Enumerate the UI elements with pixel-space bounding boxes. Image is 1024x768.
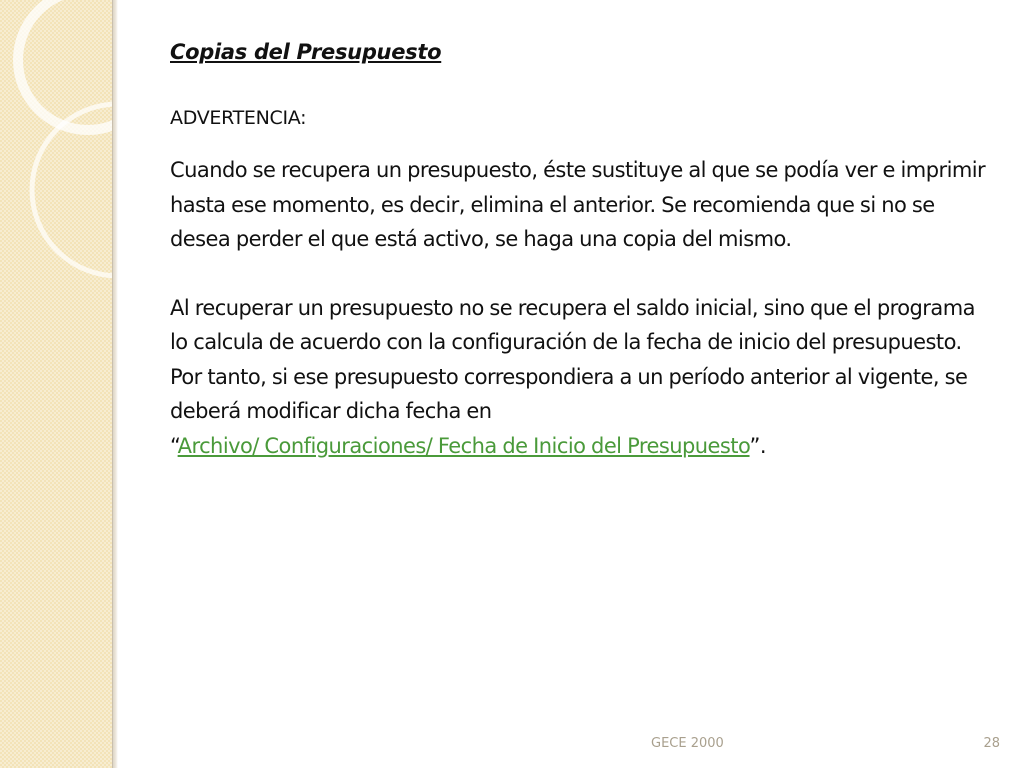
paragraph-initial-balance bbox=[170, 291, 990, 464]
slide-title: Copias del Presupuesto bbox=[170, 40, 442, 64]
sidebar-divider bbox=[112, 0, 113, 768]
settings-path-link[interactable]: Archivo/ Configuraciones/ Fecha de Inicio del Presupuesto bbox=[177, 433, 750, 458]
page-number: 28 bbox=[983, 736, 1000, 751]
decorative-rings bbox=[0, 0, 118, 320]
warning-label: ADVERTENCIA: bbox=[170, 107, 307, 129]
paragraph-initial-balance-text: Al recuperar un presupuesto no se recupera el saldo inicial, sino que el programa lo calcula de acuerdo con la configuración de la fecha de inicio del presupuesto. Por tanto, si ese presupuesto correspondiera a un período anterior al vigente, se deberá modificar dicha fecha en bbox=[170, 295, 975, 423]
footer-label: GECE 2000 bbox=[651, 736, 724, 751]
slide-content bbox=[170, 36, 990, 463]
close-quote: ”. bbox=[749, 433, 766, 458]
paragraph-recovery-warning: Cuando se recupera un presupuesto, éste sustituye al que se podía ver e imprimir hasta ese momento, es decir, elimina el anterior. Se recomienda que si no se desea perder el que está activo, se haga una copia del mismo. bbox=[170, 158, 986, 251]
open-quote: “ bbox=[170, 433, 178, 458]
